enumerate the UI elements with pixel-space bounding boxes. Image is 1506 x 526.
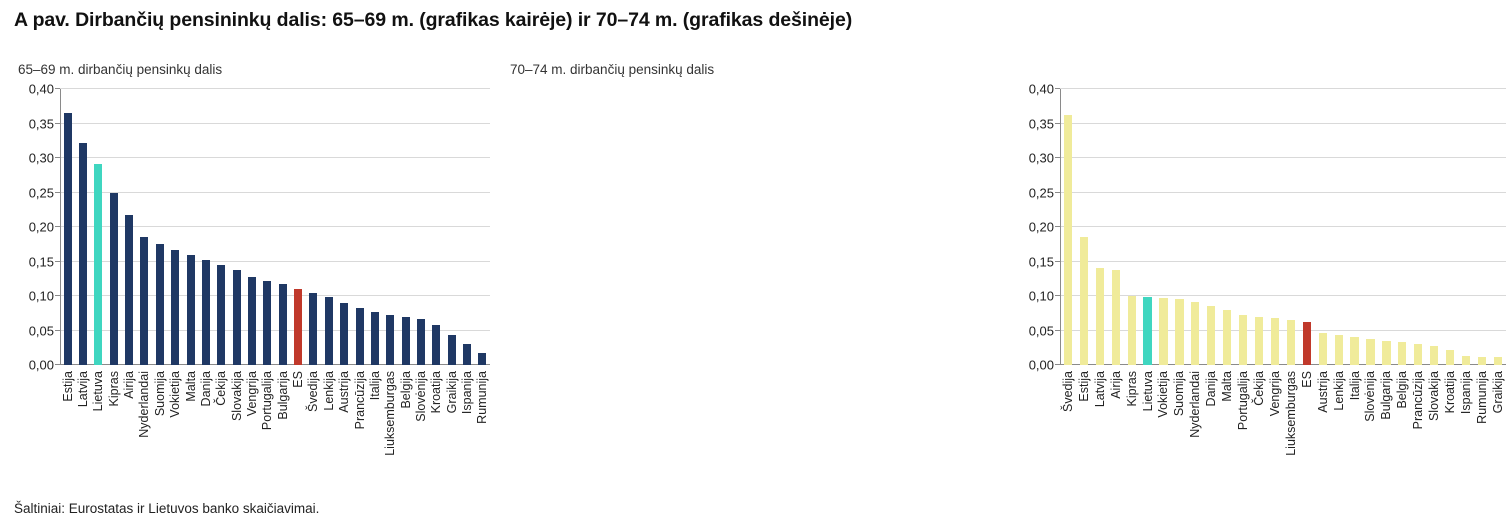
- x-tick-label: Kroatija: [429, 371, 444, 414]
- bar-airija: [1112, 270, 1120, 365]
- x-tick-label: Danija: [198, 371, 213, 407]
- x-tick-label: Slovakija: [1426, 371, 1441, 422]
- bar-slot: [1171, 89, 1187, 365]
- bar-es: [1303, 322, 1311, 365]
- bar-lietuva: [94, 164, 102, 365]
- x-tick-label: Kipras: [1124, 371, 1139, 407]
- bar-slot: [1219, 89, 1235, 365]
- x-tick-label: Švedija: [1060, 371, 1075, 412]
- x-tick-label: Belgija: [398, 371, 413, 409]
- y-tick-label: 0,20: [28, 219, 54, 235]
- bar-slot: [1394, 89, 1410, 365]
- x-tick-label: ES: [290, 371, 305, 388]
- x-tick-label: Estija: [1076, 371, 1091, 402]
- x-tick-label: Latvija: [1092, 371, 1107, 408]
- bar-prancūzija: [356, 308, 364, 365]
- x-tick-label: Vengrija: [1267, 371, 1282, 417]
- bar-slot: [1458, 89, 1474, 365]
- x-tick-label: Graikija: [444, 371, 459, 414]
- bar-slot: [1203, 89, 1219, 365]
- y-tick-label: 0,05: [1028, 323, 1054, 338]
- y-tick-label: 0,10: [1028, 288, 1054, 304]
- bar-slot: [168, 89, 183, 365]
- x-tick-label: Ispanija: [459, 371, 474, 415]
- bar-slot: [1140, 89, 1156, 365]
- y-tick-label: 0,10: [28, 288, 54, 304]
- x-tick-label: Liuksemburgas: [382, 371, 397, 456]
- x-tick-label: Portugalija: [1235, 371, 1250, 431]
- bar-slot: [1235, 89, 1251, 365]
- x-tick-label: Slovėnija: [413, 371, 428, 422]
- x-tick-label: Bulgarija: [275, 371, 290, 420]
- bar-slot: [244, 89, 259, 365]
- x-tick-label: Latvija: [75, 371, 90, 408]
- bar-kroatija: [1446, 350, 1454, 365]
- bar-slot: [1490, 89, 1506, 365]
- y-tick-label: 0,15: [1028, 254, 1054, 269]
- y-tick-label: 0,25: [28, 185, 54, 200]
- bar-slovėnija: [417, 319, 425, 365]
- bar-slot: [413, 89, 428, 365]
- x-tick-label: Lenkija: [1331, 371, 1346, 411]
- bar-nyderlandai: [140, 237, 148, 365]
- y-tick-label: 0,00: [28, 357, 54, 373]
- x-tick-label: Prancūzija: [1410, 371, 1425, 430]
- bar-slot: [383, 89, 398, 365]
- bar-vengrija: [248, 277, 256, 365]
- bar-slot: [429, 89, 444, 365]
- bar-liuksemburgas: [386, 315, 394, 365]
- bar-čekija: [1255, 317, 1263, 365]
- x-tick-label: Lietuva: [91, 371, 106, 412]
- y-tick-label: 0,30: [1028, 150, 1054, 166]
- x-tick-label: Estija: [60, 371, 75, 402]
- bar-slot: [1060, 89, 1076, 365]
- bar-slot: [75, 89, 90, 365]
- bar-slot: [260, 89, 275, 365]
- bar-kroatija: [432, 325, 440, 365]
- bar-slovakija: [233, 270, 241, 365]
- bar-bulgarija: [1382, 341, 1390, 365]
- bar-slot: [198, 89, 213, 365]
- x-tick-label: Slovakija: [229, 371, 244, 422]
- bar-austrija: [1319, 333, 1327, 365]
- source-note: Šaltiniai: Eurostatas ir Lietuvos banko skaičiavimai.: [14, 501, 320, 516]
- bar-malta: [187, 255, 195, 365]
- x-tick-label: Lenkija: [321, 371, 336, 411]
- bar-slot: [1076, 89, 1092, 365]
- x-tick-label: Austrija: [336, 371, 351, 413]
- bar-vokietija: [1159, 298, 1167, 365]
- x-tick-label: Kroatija: [1442, 371, 1457, 414]
- y-tick-label: 0,25: [1028, 185, 1054, 200]
- bar-kipras: [110, 193, 118, 366]
- bar-bulgarija: [279, 284, 287, 365]
- x-tick-label: Portugalija: [260, 371, 275, 431]
- x-tick-label: Prancūzija: [352, 371, 367, 430]
- bar-slot: [1124, 89, 1140, 365]
- y-tick-label: 0,20: [1028, 219, 1054, 235]
- bar-vokietija: [171, 250, 179, 365]
- bar-slot: [1108, 89, 1124, 365]
- bar-slot: [336, 89, 351, 365]
- x-tick-label: Nyderlandai: [137, 371, 152, 438]
- x-tick-label: ES: [1299, 371, 1314, 388]
- bar-rumunija: [1478, 357, 1486, 365]
- x-tick-label: Suomija: [152, 371, 167, 417]
- bar-slot: [275, 89, 290, 365]
- bar-švedija: [1064, 115, 1072, 365]
- bar-slot: [1251, 89, 1267, 365]
- x-tick-label: Danija: [1204, 371, 1218, 407]
- bar-slot: [1187, 89, 1203, 365]
- x-tick-label: Slovėnija: [1363, 371, 1378, 422]
- bar-slot: [1299, 89, 1315, 365]
- x-tick-label: Ispanija: [1458, 371, 1473, 415]
- x-tick-label: Vokietija: [1156, 371, 1171, 418]
- chart-panel-70-74: [500, 62, 1505, 482]
- bar-liuksemburgas: [1287, 320, 1295, 365]
- bar-slot: [1156, 89, 1172, 365]
- bar-portugalija: [1239, 315, 1247, 365]
- bar-slovėnija: [1366, 339, 1374, 365]
- x-tick-label: Vengrija: [244, 371, 259, 417]
- x-tick-label: Švedija: [306, 371, 321, 412]
- bar-slot: [1363, 89, 1379, 365]
- bar-slot: [183, 89, 198, 365]
- bar-slot: [1347, 89, 1363, 365]
- bar-nyderlandai: [1191, 302, 1199, 365]
- x-tick-label: Lietuva: [1140, 371, 1155, 412]
- bar-slot: [475, 89, 490, 365]
- bar-lietuva: [1143, 297, 1151, 365]
- bar-slot: [137, 89, 152, 365]
- bar-rumunija: [478, 353, 486, 365]
- x-tick-label: Airija: [1108, 371, 1123, 399]
- x-tick-label: Italija: [367, 371, 382, 401]
- bar-slot: [290, 89, 305, 365]
- bar-slot: [60, 89, 75, 365]
- x-tick-label: Belgija: [1395, 371, 1410, 409]
- bar-slot: [1474, 89, 1490, 365]
- bar-slot: [367, 89, 382, 365]
- bar-series-right: [1060, 89, 1506, 365]
- x-tick-label: Čekija: [214, 371, 229, 406]
- bar-slot: [1378, 89, 1394, 365]
- bar-slot: [1442, 89, 1458, 365]
- bar-slot: [152, 89, 167, 365]
- bar-slot: [444, 89, 459, 365]
- bar-ispanija: [463, 344, 471, 365]
- bar-slot: [1315, 89, 1331, 365]
- bar-slot: [121, 89, 136, 365]
- x-tick-label: Liuksemburgas: [1283, 371, 1298, 456]
- bar-ispanija: [1462, 356, 1470, 365]
- bar-airija: [125, 215, 133, 365]
- bar-prancūzija: [1414, 344, 1422, 365]
- plot-area-left: [28, 81, 490, 456]
- bar-graikija: [1494, 357, 1502, 365]
- y-tick-label: 0,05: [28, 323, 54, 338]
- bar-austrija: [340, 303, 348, 365]
- bar-slot: [398, 89, 413, 365]
- x-tick-label: Italija: [1347, 371, 1362, 401]
- bar-čekija: [217, 265, 225, 365]
- bar-latvija: [1096, 268, 1104, 365]
- bar-estija: [64, 113, 72, 365]
- bar-vengrija: [1271, 318, 1279, 365]
- bar-belgija: [402, 317, 410, 365]
- x-tick-label: Airija: [121, 371, 136, 399]
- bar-es: [294, 289, 302, 365]
- x-tick-label: Austrija: [1315, 371, 1330, 413]
- bar-slot: [1426, 89, 1442, 365]
- bar-slot: [321, 89, 336, 365]
- bar-italija: [1350, 337, 1358, 365]
- bar-slovakija: [1430, 346, 1438, 365]
- x-tick-label: Rumunija: [475, 371, 490, 424]
- x-tick-label: Kipras: [106, 371, 121, 407]
- y-tick-label: 0,30: [28, 150, 54, 166]
- x-tick-label: Malta: [1219, 371, 1234, 402]
- bar-slot: [1283, 89, 1299, 365]
- bar-slot: [214, 89, 229, 365]
- x-tick-label: Graikija: [1490, 371, 1505, 414]
- x-tick-label: Suomija: [1172, 371, 1187, 417]
- bar-lenkija: [1335, 335, 1343, 365]
- chart-panel-65-69: [8, 62, 508, 482]
- y-tick-label: 0,40: [28, 81, 54, 97]
- x-tick-label: Vokietija: [167, 371, 182, 418]
- x-tick-label: Bulgarija: [1379, 371, 1394, 420]
- bar-suomija: [1175, 299, 1183, 365]
- bar-slot: [229, 89, 244, 365]
- chart-subtitle-right: 70–74 m. dirbančių pensinkų dalis: [510, 62, 715, 77]
- page-title: A pav. Dirbančių pensininkų dalis: 65–69 m. (grafikas kairėje) ir 70–74 m. (grafikas dešinėje): [14, 9, 853, 31]
- x-tick-label: Rumunija: [1474, 371, 1489, 424]
- bar-slot: [106, 89, 121, 365]
- y-tick-label: 0,15: [28, 254, 54, 269]
- bar-slot: [1267, 89, 1283, 365]
- bar-danija: [1207, 306, 1215, 365]
- bar-lenkija: [325, 297, 333, 365]
- bar-graikija: [448, 335, 456, 365]
- bar-slot: [1092, 89, 1108, 365]
- plot-area-right: [1028, 81, 1506, 456]
- bar-italija: [371, 312, 379, 365]
- bar-portugalija: [263, 281, 271, 365]
- bar-series-left: [60, 89, 490, 365]
- y-tick-label: 0,35: [28, 116, 54, 131]
- bar-slot: [1331, 89, 1347, 365]
- bar-estija: [1080, 237, 1088, 365]
- bar-belgija: [1398, 342, 1406, 365]
- x-tick-label: Čekija: [1251, 371, 1266, 406]
- chart-subtitle-left: 65–69 m. dirbančių pensinkų dalis: [18, 62, 223, 77]
- y-tick-label: 0,40: [1028, 81, 1054, 97]
- bar-slot: [306, 89, 321, 365]
- bar-slot: [352, 89, 367, 365]
- bar-slot: [91, 89, 106, 365]
- bar-kipras: [1128, 296, 1136, 365]
- bar-malta: [1223, 310, 1231, 365]
- bar-latvija: [79, 143, 87, 365]
- bar-švedija: [309, 293, 317, 365]
- bar-slot: [459, 89, 474, 365]
- y-tick-label: 0,35: [1028, 116, 1054, 131]
- x-tick-label: Nyderlandai: [1188, 371, 1203, 438]
- bar-slot: [1410, 89, 1426, 365]
- bar-suomija: [156, 244, 164, 365]
- bar-danija: [202, 260, 210, 365]
- x-tick-label: Malta: [183, 371, 198, 402]
- y-tick-label: 0,00: [1028, 357, 1054, 373]
